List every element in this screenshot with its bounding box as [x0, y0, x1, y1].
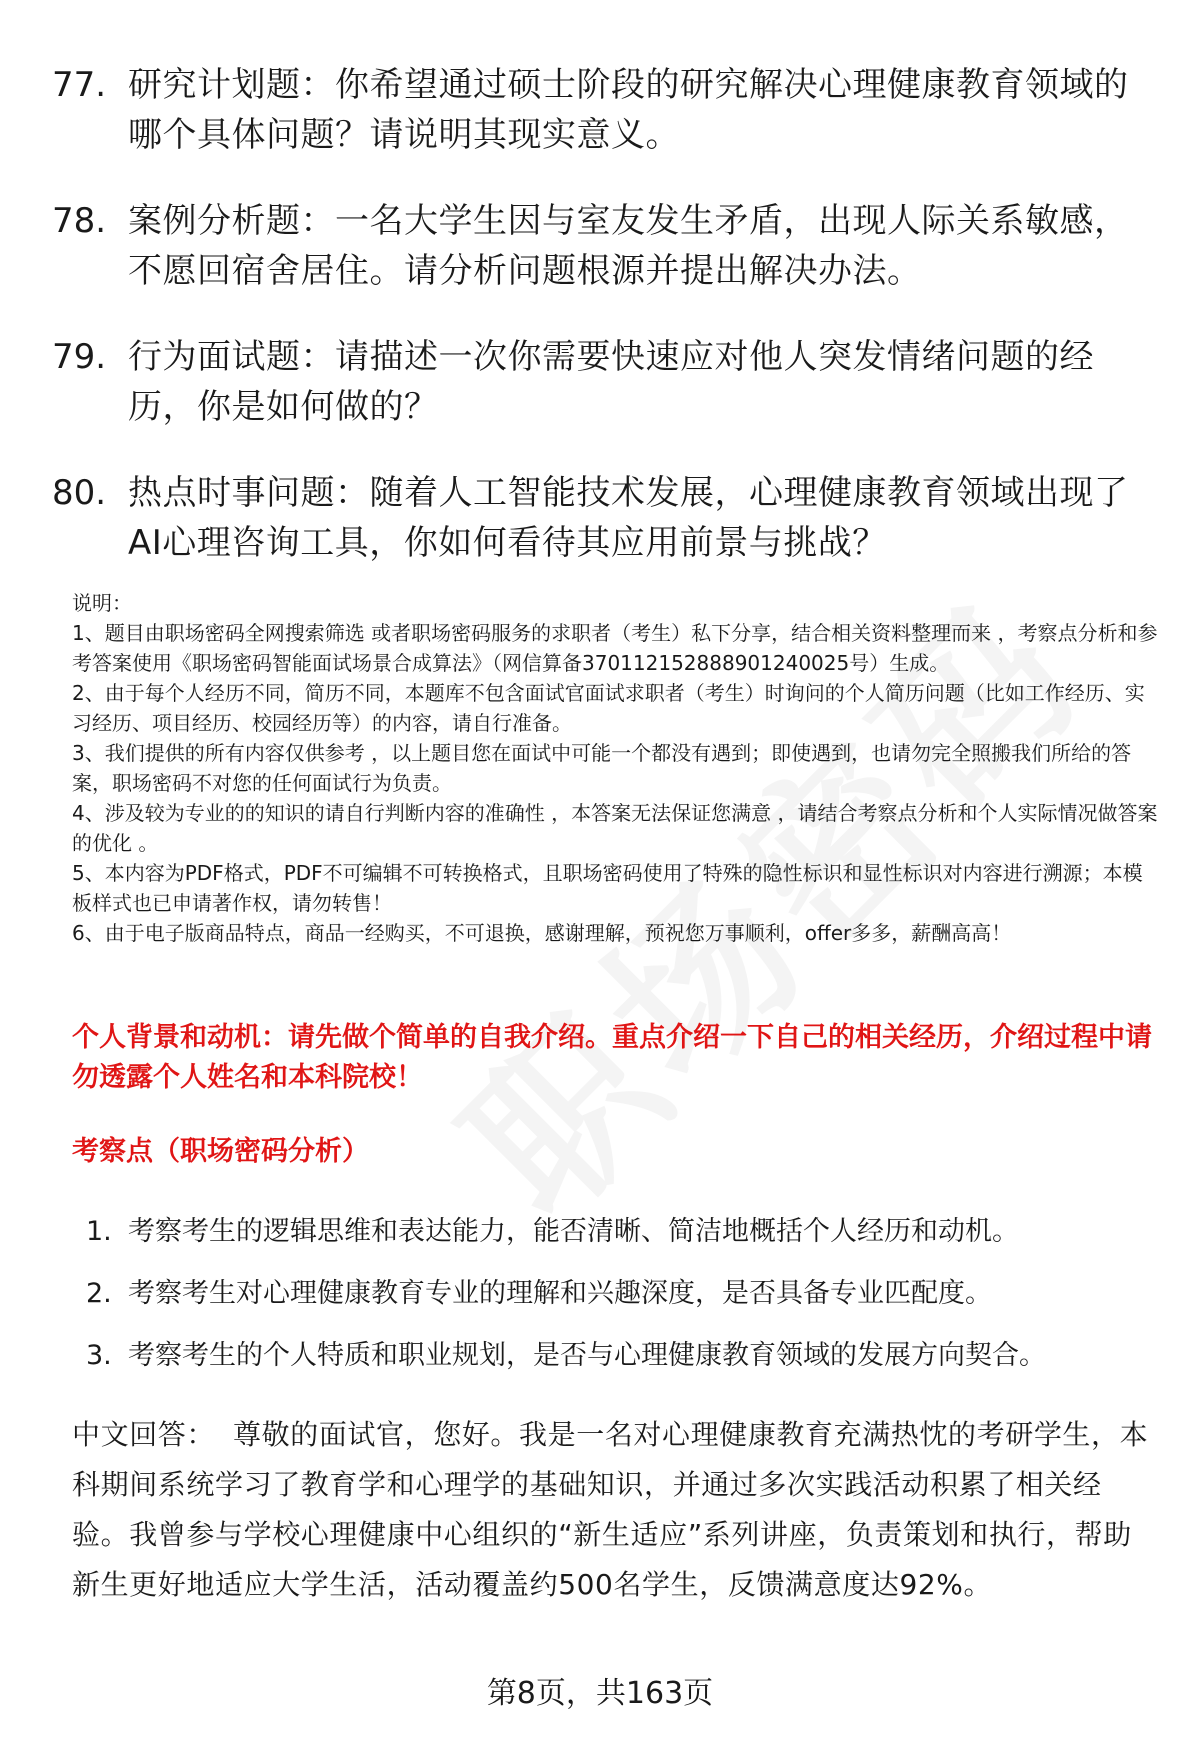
answer-text: 尊敬的面试官，您好。我是一名对心理健康教育充满热忱的考研学生，本科期间系统学习了教育学和心理学的基础知识，并通过多次实践活动积累了相关经验。我曾参与学校心理健康中心组织的“新生适应”系列讲座，负责策划和执行，帮助新生更好地适应大学生活，活动覆盖约500名学生，反馈满意度达92%。: [72, 1418, 1149, 1601]
note-item: 3、我们提供的所有内容仅供参考 ，以上题目您在面试中可能一个都没有遇到；即使遇到，也请勿完全照搬我们所给的答案，职场密码不对您的任何面试行为负责。: [72, 741, 1132, 795]
exam-points-list: [86, 1212, 1166, 1398]
notes-block: [72, 588, 1162, 948]
question-item: [52, 468, 1152, 568]
page-number-footer: 第8页，共163页: [486, 1676, 714, 1711]
point-number: 2.: [86, 1278, 112, 1309]
notes-title: 说明：: [72, 591, 132, 615]
question-item: [52, 332, 1152, 432]
note-item: 6、由于电子版商品特点，商品一经购买，不可退换，感谢理解，预祝您万事顺利，offer多多，薪酬高高！: [72, 921, 1012, 945]
question-number: 77.: [52, 65, 107, 105]
point-text: 考察考生的逻辑思维和表达能力，能否清晰、简洁地概括个人经历和动机。: [128, 1216, 1019, 1247]
question-text: 行为面试题：请描述一次你需要快速应对他人突发情绪问题的经历，你是如何做的？: [128, 337, 1094, 427]
question-text: 热点时事问题：随着人工智能技术发展，心理健康教育领域出现了AI心理咨询工具，你如何看待其应用前景与挑战？: [128, 473, 1129, 563]
section-heading: 个人背景和动机：请先做个简单的自我介绍。重点介绍一下自己的相关经历，介绍过程中请勿透露个人姓名和本科院校！: [72, 1022, 1152, 1093]
note-item: 4、涉及较为专业的的知识的请自行判断内容的准确性 ，本答案无法保证您满意 ，请结合考察点分析和个人实际情况做答案的优化 。: [72, 801, 1158, 855]
answer-paragraph: [72, 1410, 1152, 1610]
exam-point-item: [86, 1212, 1166, 1252]
point-text: 考察考生对心理健康教育专业的理解和兴趣深度，是否具备专业匹配度。: [128, 1278, 992, 1309]
point-text: 考察考生的个人特质和职业规划，是否与心理健康教育领域的发展方向契合。: [128, 1340, 1046, 1371]
question-number: 79.: [52, 337, 107, 377]
question-text: 研究计划题：你希望通过硕士阶段的研究解决心理健康教育领域的哪个具体问题？请说明其现实意义。: [128, 65, 1129, 155]
question-item: [52, 196, 1152, 296]
answer-label: 中文回答：: [72, 1418, 216, 1451]
question-text: 案例分析题：一名大学生因与室友发生矛盾，出现人际关系敏感，不愿回宿舍居住。请分析问题根源并提出解决办法。: [128, 201, 1129, 291]
exam-point-item: [86, 1274, 1166, 1314]
point-number: 1.: [86, 1216, 112, 1247]
points-heading: 考察点（职场密码分析）: [72, 1136, 369, 1167]
exam-point-item: [86, 1336, 1166, 1376]
question-number: 80.: [52, 473, 107, 513]
question-list: [52, 60, 1152, 604]
note-item: 1、题目由职场密码全网搜索筛选 或者职场密码服务的求职者（考生）私下分享，结合相关资料整理而来 ，考察点分析和参考答案使用《职场密码智能面试场景合成算法》（网信算备370112152888901240025号）生成。: [72, 621, 1158, 675]
question-number: 78.: [52, 201, 107, 241]
question-item: [52, 60, 1152, 160]
note-item: 5、本内容为PDF格式，PDF不可编辑不可转换格式，且职场密码使用了特殊的隐性标识和显性标识对内容进行溯源；本模板样式也已申请著作权，请勿转售！: [72, 861, 1143, 915]
point-number: 3.: [86, 1340, 112, 1371]
note-item: 2、由于每个人经历不同，简历不同，本题库不包含面试官面试求职者（考生）时询问的个人简历问题（比如工作经历、实习经历、项目经历、校园经历等）的内容，请自行准备。: [72, 681, 1145, 735]
